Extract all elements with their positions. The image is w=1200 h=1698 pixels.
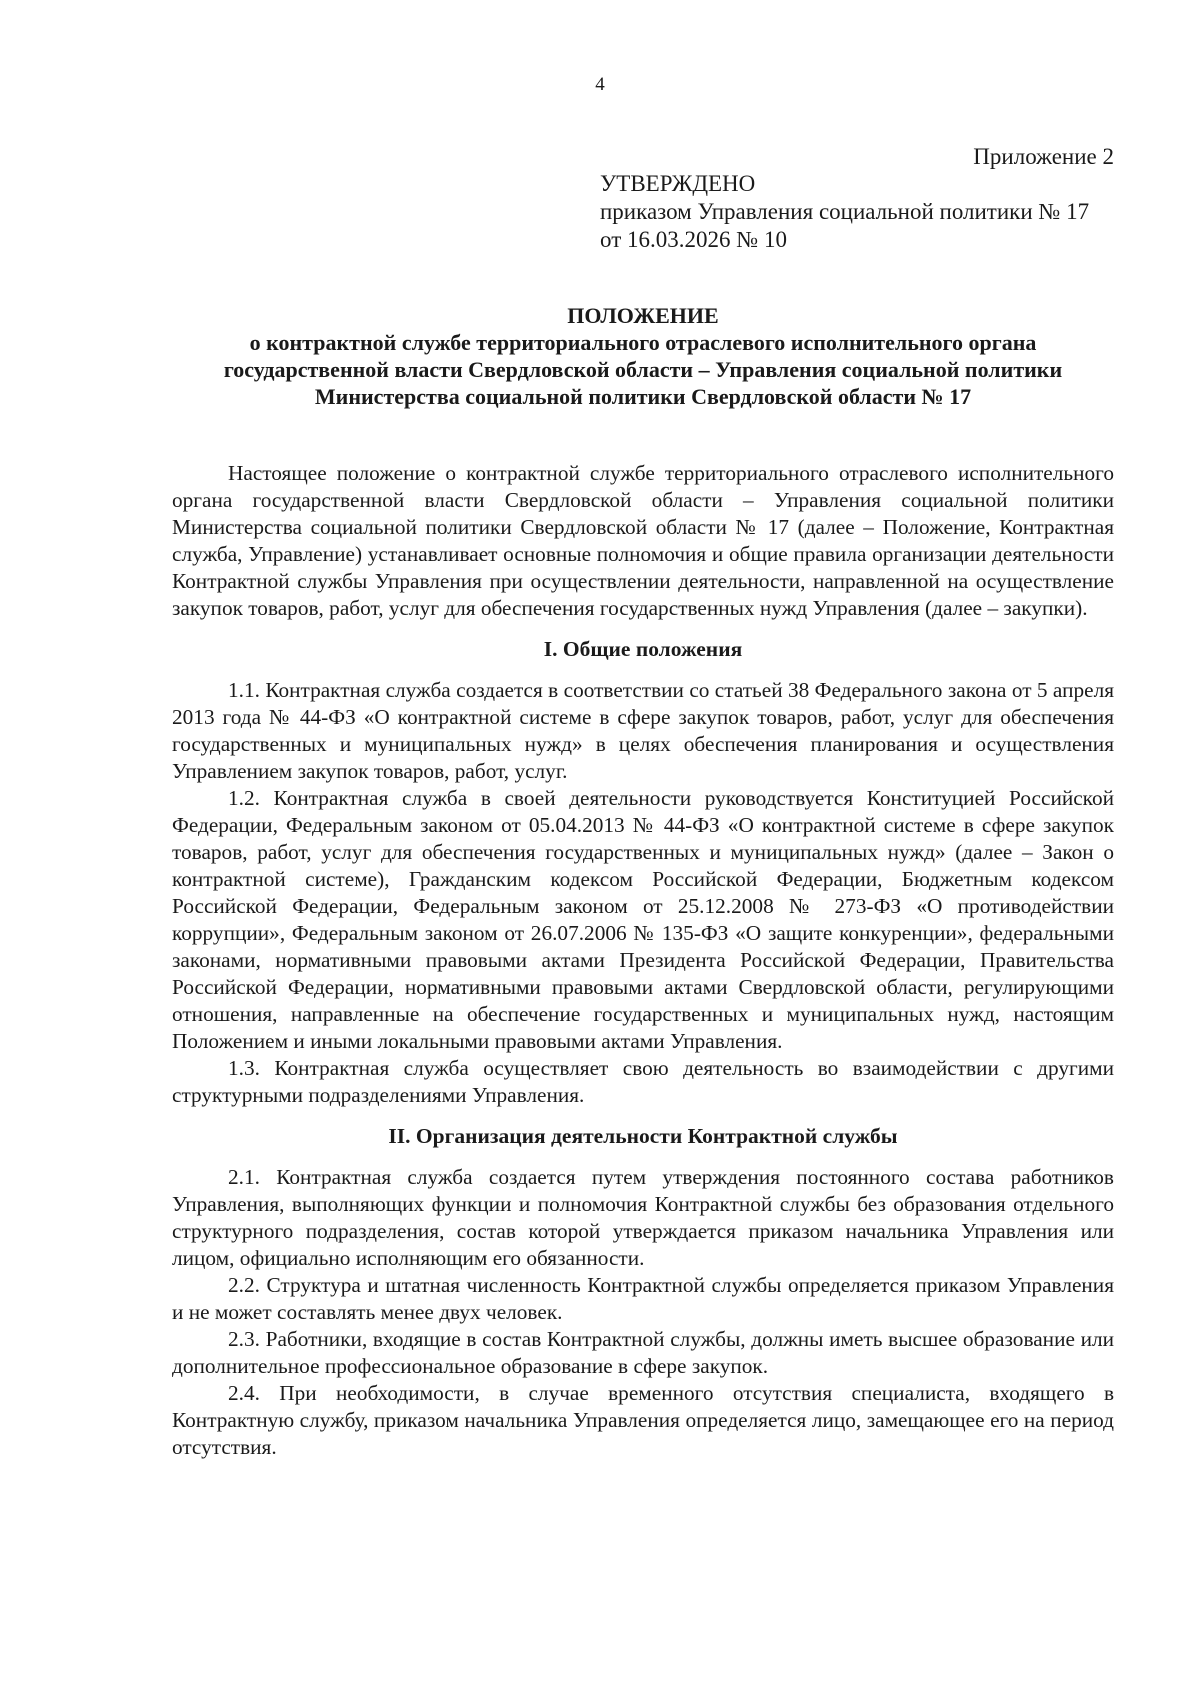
paragraph-2-2: 2.2. Структура и штатная численность Контрактной службы определяется приказом Управления и не может составлять менее двух человек. [172,1273,1114,1324]
section-2-heading: II. Организация деятельности Контрактной службы [388,1124,898,1148]
page-number: 4 [595,74,605,95]
intro-paragraph: Настоящее положение о контрактной службе территориального отраслевого исполнительного органа государственной власти Свердловской области – Управления социальной политики Министерства социальной политики Свердловской области № 17 (далее – Положение, Контрактная служба, Управление) устанавливает основные полномочия и общие правила организации деятельности Контрактной службы Управления при осуществлении деятельности, направленной на осуществление закупок товаров, работ, услуг для обеспечения государственных нужд Управления (далее – закупки). [172,461,1114,620]
document-title [172,302,1114,410]
paragraph-2-4: 2.4. При необходимости, в случае временного отсутствия специалиста, входящего в Контрактную службу, приказом начальника Управления определяется лицо, замещающее его на период отсутствия. [172,1381,1114,1459]
approval-block [600,170,1089,254]
title-line-2: о контрактной службе территориального отраслевого исполнительного органа [249,330,1037,355]
order-date: от 16.03.2026 № 10 [600,227,787,252]
paragraph-1-2: 1.2. Контрактная служба в своей деятельности руководствуется Конституцией Российской Федерации, Федеральным законом от 05.04.2013 № 44-ФЗ «О контрактной системе в сфере закупок товаров, работ, услуг для обеспечения государственных и муниципальных нужд» (далее – Закон о контрактной системе), Гражданским кодексом Российской Федерации, Бюджетным кодексом Российской Федерации, Федеральным законом от 25.12.2008 № 273-ФЗ «О противодействии коррупции», Федеральным законом от 26.07.2006 № 135-ФЗ «О защите конкуренции», федеральными законами, нормативными правовыми актами Президента Российской Федерации, Правительства Российской Федерации, нормативными правовыми актами Свердловской области, регулирующими отношения, направленные на обеспечение государственных и муниципальных нужд, настоящим Положением и иными локальными правовыми актами Управления. [172,786,1114,1053]
paragraph-2-3: 2.3. Работники, входящие в состав Контрактной службы, должны иметь высшее образование или дополнительное профессиональное образование в сфере закупок. [172,1327,1114,1378]
document-body [172,460,1114,1461]
paragraph-1-1: 1.1. Контрактная служба создается в соответствии со статьей 38 Федерального закона от 5 апреля 2013 года № 44-ФЗ «О контрактной системе в сфере закупок товаров, работ, услуг для обеспечения государственных и муниципальных нужд» в целях обеспечения планирования и осуществления Управлением закупок товаров, работ, услуг. [172,678,1114,783]
appendix-label: Приложение 2 [973,144,1114,169]
paragraph-1-3: 1.3. Контрактная служба осуществляет свою деятельность во взаимодействии с другими структурными подразделениями Управления. [172,1056,1114,1107]
paragraph-2-1: 2.1. Контрактная служба создается путем утверждения постоянного состава работников Управления, выполняющих функции и полномочия Контрактной службы без образования отдельного структурного подразделения, состав которой утверждается приказом начальника Управления или лицом, официально исполняющим его обязанности. [172,1165,1114,1270]
title-line-3: государственной власти Свердловской области – Управления социальной политики [223,357,1063,382]
title-line-4: Министерства социальной политики Свердловской области № 17 [314,384,972,409]
approved-label: УТВЕРЖДЕНО [600,171,756,196]
order-line: приказом Управления социальной политики № 17 [600,199,1090,224]
section-1-heading: I. Общие положения [543,637,743,661]
title-line-1: ПОЛОЖЕНИЕ [567,303,719,328]
